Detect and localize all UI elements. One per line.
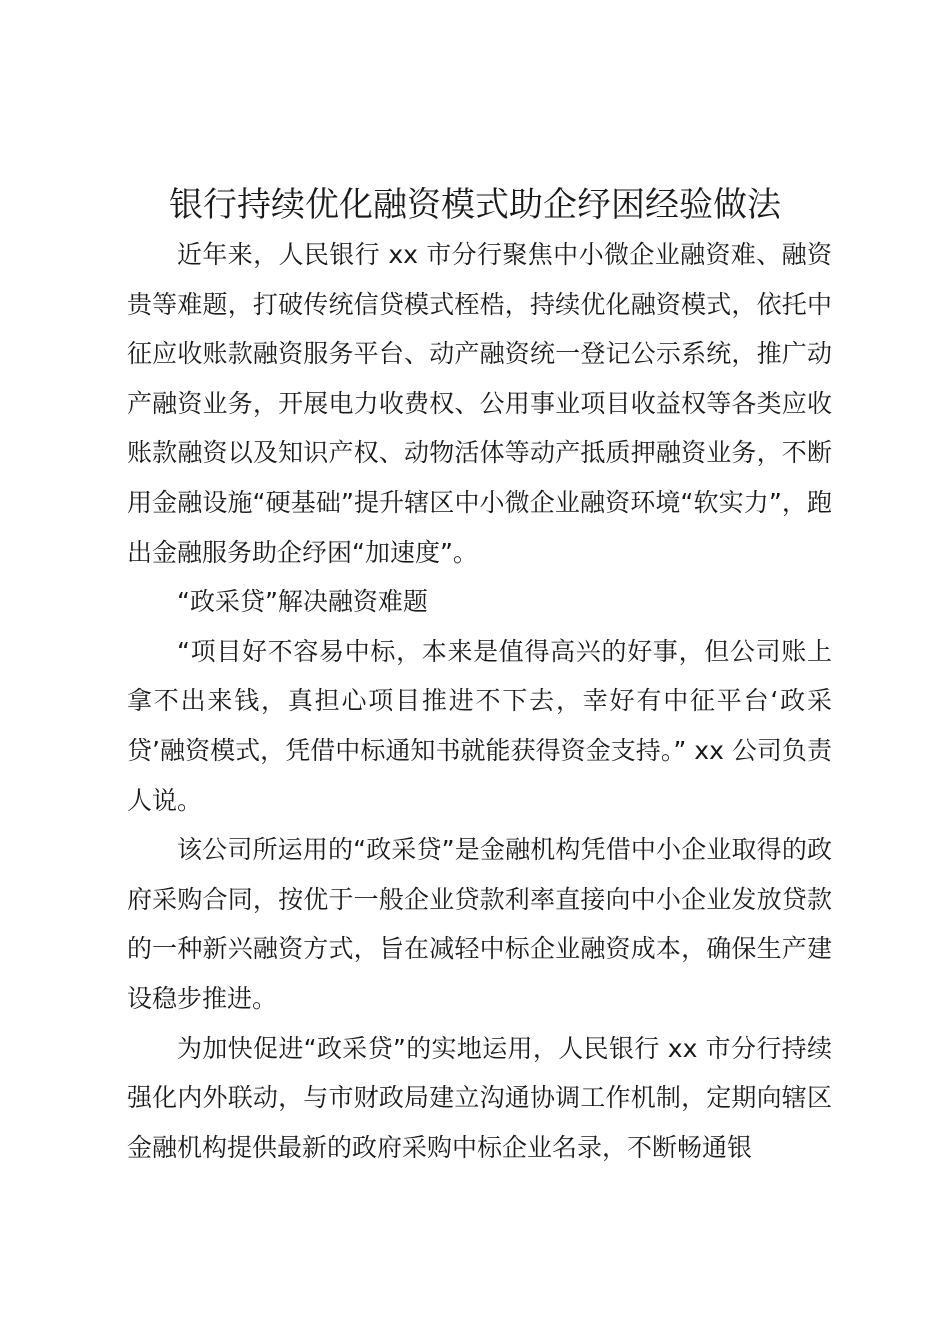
- paragraph-measures: 为加快促进“政采贷”的实地运用，人民银行 xx 市分行持续强化内外联动，与市财政局建立沟通协调工作机制，定期向辖区金融机构提供最新的政府采购中标企业名录，不断畅通银: [127, 1033, 832, 1162]
- paragraph-quote: “项目好不容易中标，本来是值得高兴的好事，但公司账上拿不出来钱，真担心项目推进不下去，幸好有中征平台‘政采贷’融资模式，凭借中标通知书就能获得资金支持。” xx 公司负责人说。: [127, 636, 832, 815]
- document-body: [127, 230, 832, 1172]
- document-title: 银行持续优化融资模式助企纾困经验做法: [169, 185, 781, 225]
- paragraph-explanation: 该公司所运用的“政采贷”是金融机构凭借中小企业取得的政府采购合同，按优于一般企业贷款利率直接向中小企业发放贷款的一种新兴融资方式，旨在减轻中标企业融资成本，确保生产建设稳步推进。: [127, 835, 832, 1013]
- section-heading: “政采贷”解决融资难题: [177, 587, 428, 617]
- paragraph-intro: 近年来，人民银行 xx 市分行聚焦中小微企业融资难、融资贵等难题，打破传统信贷模式桎梏，持续优化融资模式，依托中征应收账款融资服务平台、动产融资统一登记公示系统，推广动产融资业务，开展电力收费权、公用事业项目收益权等各类应收账款融资以及知识产权、动物活体等动产抵质押融资业务，不断用金融设施“硬基础”提升辖区中小微企业融资环境“软实力”，跑出金融服务助企纾困“加速度”。: [127, 240, 832, 567]
